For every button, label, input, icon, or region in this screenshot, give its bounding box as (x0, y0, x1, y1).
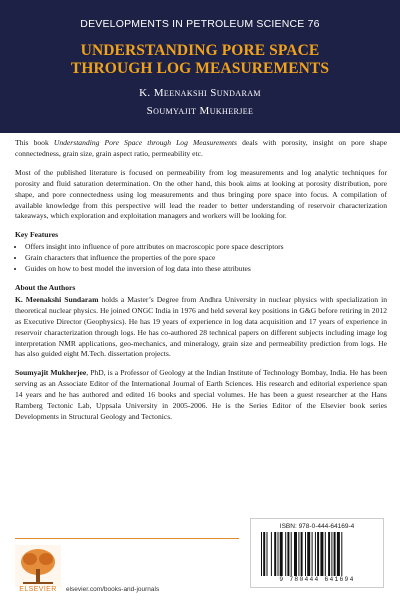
author-list (0, 84, 400, 120)
key-features-list (15, 242, 387, 275)
author-2-bio (15, 368, 387, 423)
book-title (0, 42, 400, 78)
description-paragraph: Most of the published literature is focused on permeability from log measurements and log analytic techniques for porosity and fluid saturation determination. On the other hand, this book aims at looking at porosity distribution, pore shape, and pore connectedness using log measurements and thus bringing pore space into focus. A compilation of available knowledge from this perspective will lead the reader to better understanding of reservoir characterization takeaways, which exploration and exploitation managers and workers will be looking for. (15, 167, 387, 221)
barcode (261, 532, 373, 576)
isbn-label: ISBN: 978-0-444-64169-4 (279, 523, 355, 530)
author-1: K. Meenakshi Sundaram (139, 87, 261, 99)
intro-lead: This book (15, 138, 54, 147)
key-features-heading: Key Features (15, 230, 59, 240)
book-title-line-2: THROUGH LOG MEASUREMENTS (70, 60, 330, 77)
elsevier-tree-logo (15, 545, 61, 587)
series-title: DEVELOPMENTS IN PETROLEUM SCIENCE 76 (80, 18, 320, 30)
author-2-bio-text: , PhD, is a Professor of Geology at the Indian Institute of Technology Bombay, India. He has been serving as an Associate Editor of the International Journal of Earth Sciences. His research and editorial experience span 14 years and he has authored and edited 16 books and special volumes. He has been a guest researcher at the Hans Ramberg Tectonic Lab, Uppsala University in 2005-2006. He is the Series Editor of the Elsevier book series Developments in Structural Geology and Tectonics. (15, 368, 387, 421)
key-feature-item: • Offers insight into influence of pore attributes on macroscopic pore space descriptors (25, 242, 387, 253)
intro-rest: deals with porosity, insight on pore shape connectedness, grain size, grain aspect ratio, permeability etc. (15, 138, 387, 158)
author-1-bio-text: holds a Master’s Degree from Andhra University in nuclear physics with specialization in theoretical nuclear physics. He joined ONGC India in 1976 and held several key positions in G&G before retiring in 2012 as Executive Director (Geophysics). He has 19 years of experience in log data acquisition and 17 years of experience in reservoir characterization through logs. He has co-authored 28 technical papers on different subjects including image log interpretation NMR applications, geo-mechanics, and mineralogy, grain size and permeability prediction from logs. He has also guided eight M.Tech. dissertation projects. (15, 294, 387, 359)
key-feature-item: • Guides on how to best model the inversion of log data into these attributes (25, 264, 387, 275)
author-2: Soumyajit Mukherjee (146, 105, 254, 117)
barcode-panel (250, 518, 384, 588)
author-2-bio-name: Soumyajit Mukherjee (15, 368, 87, 378)
intro-book-title: Understanding Pore Space through Log Measurements (53, 138, 237, 147)
key-feature-item: • Grain characters that influence the properties of the pore space (25, 253, 387, 264)
author-1-bio (15, 295, 387, 360)
back-cover-text (15, 138, 387, 431)
publisher-name: ELSEVIER (19, 586, 57, 593)
publisher-website: elsevier.com/books-and-journals (66, 586, 160, 593)
about-authors-heading: About the Authors (15, 282, 76, 292)
author-1-bio-name: K. Meenakshi Sundaram (15, 294, 99, 304)
footer-divider (15, 538, 239, 539)
barcode-number: 9 780444 641694 (279, 576, 355, 583)
book-title-line-1: UNDERSTANDING PORE SPACE (80, 42, 320, 59)
intro-paragraph (15, 138, 387, 160)
cover-header (0, 0, 400, 133)
